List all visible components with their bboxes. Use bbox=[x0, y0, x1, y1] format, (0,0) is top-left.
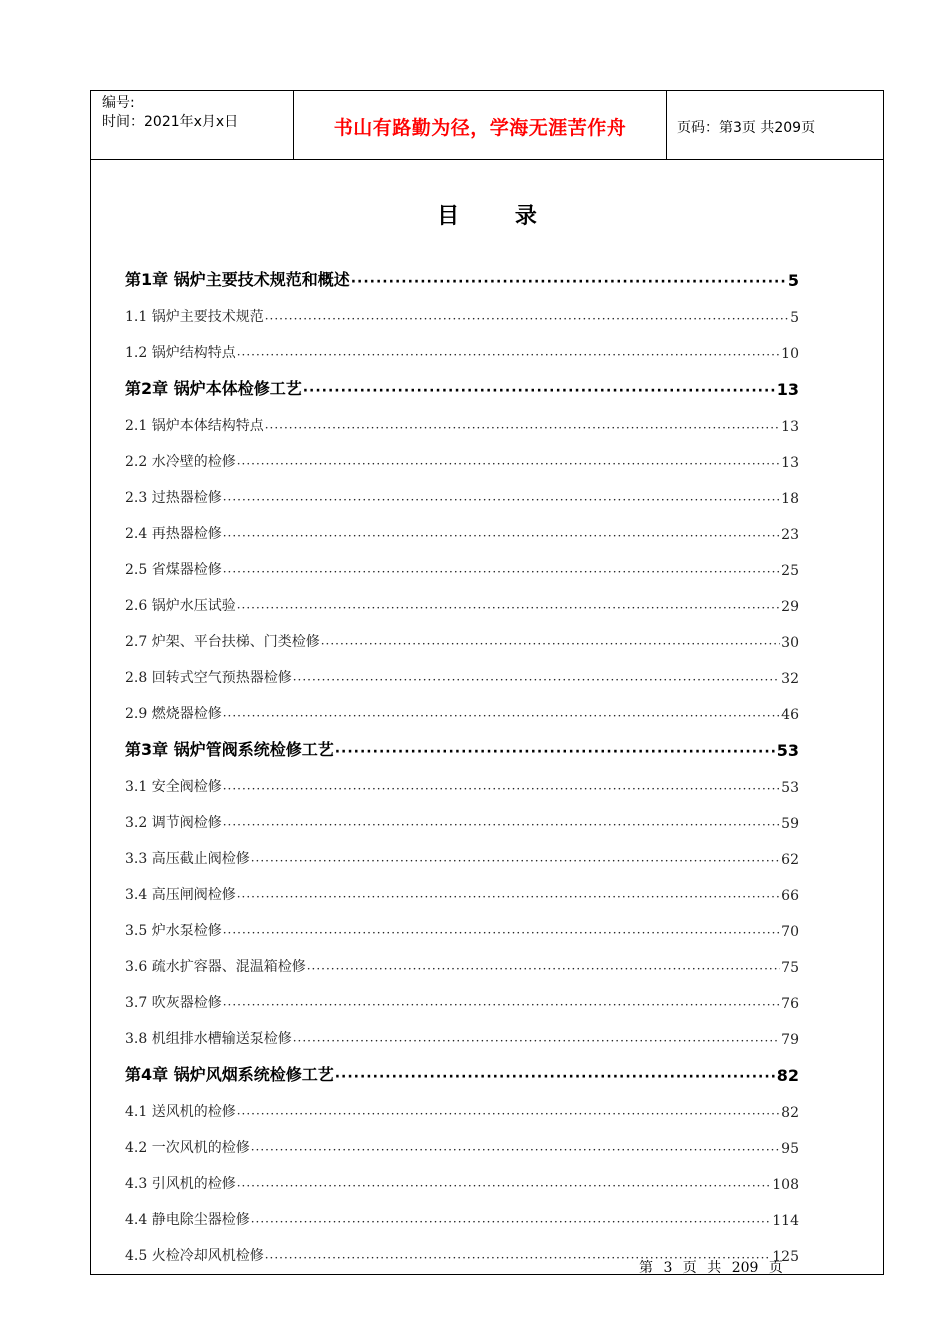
toc-entry-label: 3.4 高压闸阀检修 bbox=[125, 887, 236, 903]
toc-section-row[interactable] bbox=[125, 326, 799, 362]
toc-entry-label: 4.5 火检冷却风机检修 bbox=[125, 1248, 264, 1264]
toc-page-number: 125 bbox=[772, 1249, 799, 1265]
toc-section-row[interactable] bbox=[125, 615, 799, 651]
page-label: 页码：第3页 共209页 bbox=[677, 120, 816, 136]
toc-leader-dots bbox=[265, 312, 789, 326]
toc-page-number: 23 bbox=[781, 527, 799, 543]
toc-leader-dots bbox=[335, 1069, 776, 1085]
toc-entry-label: 3.8 机组排水槽输送泵检修 bbox=[125, 1031, 292, 1047]
toc-page-number: 75 bbox=[781, 960, 799, 976]
header-page-cell bbox=[667, 91, 883, 159]
toc-entry-label: 2.5 省煤器检修 bbox=[125, 562, 222, 578]
document-frame bbox=[90, 90, 884, 1275]
toc-page-number: 53 bbox=[781, 780, 799, 796]
toc-leader-dots bbox=[237, 890, 780, 904]
toc-section-row[interactable] bbox=[125, 1193, 799, 1229]
toc-entry-label: 4.1 送风机的检修 bbox=[125, 1104, 236, 1120]
toc-page-number: 32 bbox=[781, 671, 799, 687]
toc-entry-label: 2.7 炉架、平台扶梯、门类检修 bbox=[125, 634, 320, 650]
toc-leader-dots bbox=[303, 383, 776, 399]
page-title: 目 录 bbox=[437, 204, 561, 229]
toc-leader-dots bbox=[307, 962, 780, 976]
toc-entry-label: 3.1 安全阀检修 bbox=[125, 779, 222, 795]
toc-page-number: 30 bbox=[781, 635, 799, 651]
toc-entry-label: 第3章 锅炉管阀系统检修工艺 bbox=[125, 740, 334, 759]
toc-leader-dots bbox=[251, 854, 780, 868]
toc-section-row[interactable] bbox=[125, 507, 799, 543]
toc-entry-label: 1.2 锅炉结构特点 bbox=[125, 345, 236, 361]
toc-entry-label: 2.6 锅炉水压试验 bbox=[125, 598, 236, 614]
toc-section-row[interactable] bbox=[125, 1085, 799, 1121]
toc-page-number: 114 bbox=[772, 1213, 799, 1229]
toc-leader-dots bbox=[237, 601, 780, 615]
toc-section-row[interactable] bbox=[125, 435, 799, 471]
toc-entry-label: 3.2 调节阀检修 bbox=[125, 815, 222, 831]
toc-page-number: 70 bbox=[781, 924, 799, 940]
toc-entry-label: 4.2 一次风机的检修 bbox=[125, 1140, 250, 1156]
toc-page-number: 108 bbox=[772, 1177, 799, 1193]
toc-chapter-row[interactable] bbox=[125, 1048, 799, 1085]
toc-page-number: 82 bbox=[781, 1105, 799, 1121]
toc-entry-label: 1.1 锅炉主要技术规范 bbox=[125, 309, 264, 325]
toc-leader-dots bbox=[237, 457, 780, 471]
toc-page-number: 82 bbox=[776, 1066, 799, 1085]
toc-section-row[interactable] bbox=[125, 796, 799, 832]
header-info-cell bbox=[91, 91, 294, 159]
toc-entry-label: 2.1 锅炉本体结构特点 bbox=[125, 418, 264, 434]
toc-entry-label: 2.3 过热器检修 bbox=[125, 490, 222, 506]
toc-leader-dots bbox=[237, 1179, 772, 1193]
toc-leader-dots bbox=[251, 1143, 780, 1157]
toc-section-row[interactable] bbox=[125, 832, 799, 868]
toc-leader-dots bbox=[223, 529, 780, 543]
toc-section-row[interactable] bbox=[125, 760, 799, 796]
number-label: 编号: bbox=[102, 95, 135, 111]
toc-section-row[interactable] bbox=[125, 290, 799, 326]
toc-section-row[interactable] bbox=[125, 904, 799, 940]
toc-entry-label: 2.9 燃烧器检修 bbox=[125, 706, 222, 722]
toc-entry-label: 3.5 炉水泵检修 bbox=[125, 923, 222, 939]
toc-page-number: 66 bbox=[781, 888, 799, 904]
table-of-contents bbox=[125, 253, 799, 1265]
toc-leader-dots bbox=[223, 818, 780, 832]
toc-entry-label: 4.4 静电除尘器检修 bbox=[125, 1212, 250, 1228]
toc-section-row[interactable] bbox=[125, 1157, 799, 1193]
toc-page-number: 29 bbox=[781, 599, 799, 615]
header-table bbox=[91, 91, 883, 160]
toc-page-number: 59 bbox=[781, 816, 799, 832]
toc-leader-dots bbox=[237, 1107, 780, 1121]
toc-leader-dots bbox=[293, 673, 780, 687]
toc-page-number: 62 bbox=[781, 852, 799, 868]
toc-leader-dots bbox=[265, 421, 780, 435]
toc-leader-dots bbox=[293, 1034, 780, 1048]
toc-page-number: 76 bbox=[781, 996, 799, 1012]
toc-entry-label: 2.2 水冷壁的检修 bbox=[125, 454, 236, 470]
toc-section-row[interactable] bbox=[125, 976, 799, 1012]
toc-section-row[interactable] bbox=[125, 651, 799, 687]
toc-chapter-row[interactable] bbox=[125, 253, 799, 290]
toc-section-row[interactable] bbox=[125, 1121, 799, 1157]
toc-section-row[interactable] bbox=[125, 471, 799, 507]
toc-entry-label: 第1章 锅炉主要技术规范和概述 bbox=[125, 270, 350, 289]
toc-page-number: 10 bbox=[781, 346, 799, 362]
toc-page-number: 13 bbox=[781, 455, 799, 471]
toc-chapter-row[interactable] bbox=[125, 362, 799, 399]
toc-section-row[interactable] bbox=[125, 940, 799, 976]
toc-leader-dots bbox=[223, 998, 780, 1012]
toc-leader-dots bbox=[223, 709, 780, 723]
toc-page-number: 46 bbox=[781, 707, 799, 723]
toc-page-number: 5 bbox=[790, 310, 799, 326]
toc-entry-label: 3.7 吹灰器检修 bbox=[125, 995, 222, 1011]
header-motto-cell bbox=[294, 91, 667, 159]
toc-page-number: 25 bbox=[781, 563, 799, 579]
toc-entry-label: 第4章 锅炉风烟系统检修工艺 bbox=[125, 1065, 334, 1084]
toc-leader-dots bbox=[335, 744, 776, 760]
toc-page-number: 13 bbox=[776, 380, 799, 399]
toc-leader-dots bbox=[223, 565, 780, 579]
toc-entry-label: 2.4 再热器检修 bbox=[125, 526, 222, 542]
toc-section-row[interactable] bbox=[125, 1012, 799, 1048]
toc-entry-label: 3.3 高压截止阀检修 bbox=[125, 851, 250, 867]
toc-leader-dots bbox=[237, 348, 780, 362]
toc-section-row[interactable] bbox=[125, 868, 799, 904]
toc-entry-label: 2.8 回转式空气预热器检修 bbox=[125, 670, 292, 686]
page-footer: 第 3 页 共 209 页 bbox=[639, 1260, 783, 1276]
toc-leader-dots bbox=[351, 274, 787, 290]
toc-page-number: 79 bbox=[781, 1032, 799, 1048]
toc-chapter-row[interactable] bbox=[125, 723, 799, 760]
toc-page-number: 13 bbox=[781, 419, 799, 435]
toc-entry-label: 4.3 引风机的检修 bbox=[125, 1176, 236, 1192]
motto: 书山有路勤为径，学海无涯苦作舟 bbox=[333, 117, 627, 139]
toc-leader-dots bbox=[223, 493, 780, 507]
toc-entry-label: 第2章 锅炉本体检修工艺 bbox=[125, 379, 302, 398]
toc-page-number: 5 bbox=[787, 271, 799, 290]
toc-leader-dots bbox=[321, 637, 780, 651]
toc-entry-label: 3.6 疏水扩容器、混温箱检修 bbox=[125, 959, 306, 975]
toc-section-row[interactable] bbox=[125, 543, 799, 579]
toc-leader-dots bbox=[223, 782, 780, 796]
toc-page-number: 95 bbox=[781, 1141, 799, 1157]
time-label: 时间：2021年x月x日 bbox=[102, 114, 239, 130]
toc-section-row[interactable] bbox=[125, 399, 799, 435]
toc-leader-dots bbox=[223, 926, 780, 940]
toc-section-row[interactable] bbox=[125, 579, 799, 615]
toc-leader-dots bbox=[251, 1215, 772, 1229]
toc-page-number: 18 bbox=[781, 491, 799, 507]
toc-page-number: 53 bbox=[776, 741, 799, 760]
toc-section-row[interactable] bbox=[125, 687, 799, 723]
